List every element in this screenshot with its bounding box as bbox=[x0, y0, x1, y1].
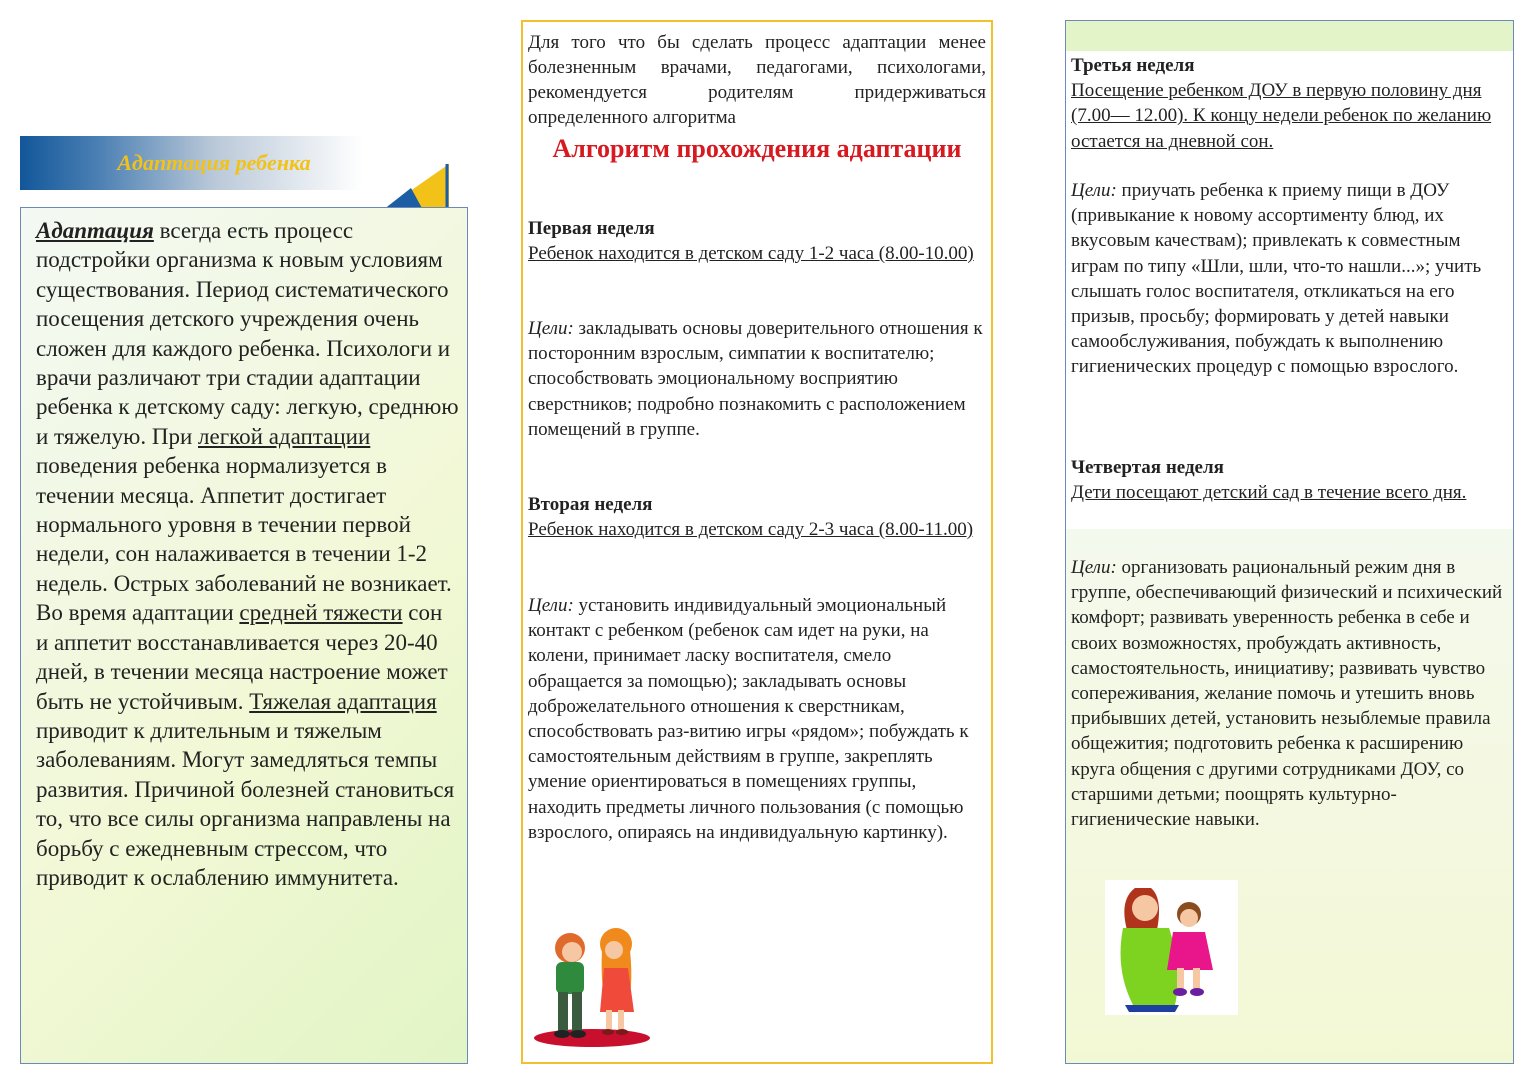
term-medium-adaptation: средней тяжести bbox=[239, 600, 403, 626]
week2-schedule: Ребенок находится в детском саду 2-3 часа (8.00-11.00) bbox=[528, 519, 974, 541]
week3-goals-label: Цели: bbox=[1071, 180, 1117, 201]
week4-goals-label: Цели: bbox=[1071, 557, 1117, 578]
text-part-2: поведения ребенка нормализуется в течении месяца. Аппетит достигает нормального уровня в течении первой недели, сон налаживается в течении 1-2 недель. Острых заболеваний не возникает. Во время адаптации bbox=[36, 453, 452, 626]
week4-title: Четвертая неделя bbox=[1071, 457, 1224, 478]
algorithm-heading: Алгоритм прохождения адаптации bbox=[552, 134, 962, 163]
week1-section bbox=[528, 216, 986, 266]
text-part-1: всегда есть процесс подстройки организма к новым условиям существования. Период систематического посещения детского учреждения очень сложен для каждого ребенка. Психологи и врачи различают три стадии адаптации ребенка к детскому саду: легкую, среднюю и тяжелую. При bbox=[36, 218, 459, 449]
week4-schedule: Дети посещают детский сад в течение всего дня. bbox=[1071, 482, 1467, 504]
term-light-adaptation: легкой адаптации bbox=[198, 423, 371, 449]
week2-section bbox=[528, 492, 986, 542]
week3-title: Третья неделя bbox=[1071, 55, 1195, 76]
text-part-4: приводит к длительным и тяжелым заболеваниям. Могут замедляться темпы развития. Причиной болезней становиться то, что все силы организма направлены на борьбу с ежедневным стрессом, что приводит к ослаблению иммунитета. bbox=[36, 717, 455, 890]
week2-goals-label: Цели: bbox=[528, 595, 574, 616]
week2-goals bbox=[528, 593, 986, 845]
week1-goals bbox=[528, 316, 986, 442]
middle-intro: Для того что бы сделать процесс адаптации менее болезненным врачами, педагогами, психологами, рекомендуется родителям придерживаться определенного алгоритма bbox=[528, 32, 986, 128]
week1-goals-text: закладывать основы доверительного отношения к посторонним взрослым, симпатии к воспитателю; способствовать эмоциональному восприятию сверстников; подробно познакомить с расположением помещений в группе. bbox=[528, 318, 983, 440]
week4-goals bbox=[1071, 555, 1511, 832]
mother-child-illustration bbox=[1105, 880, 1238, 1015]
week3-goals-text: приучать ребенка к приему пищи в ДОУ (привыкание к новому ассортименту блюд, их вкусовым качествам); привлекать к совместным играм по типу «Шли, шли, что-то нашли...»; учить слышать голос воспитателя, откликаться на его призыв, просьбу; формировать у детей навыки самообслуживания, побуждать к выполнению гигиенических процедур с помощью взрослого. bbox=[1071, 180, 1482, 378]
term-heavy-adaptation: Тяжелая адаптация bbox=[249, 688, 437, 714]
week4-goals-text: организовать рациональный режим дня в группе, обеспечивающий физический и психический комфорт; развивать уверенность ребенка в себе и своих возможностях, пробуждать активность, самостоятельность, инициативу; развивать чувство сопереживания, желание помочь и утешить вновь прибывших детей, установить незыблемые правила общежития; подготовить ребенка к расширению круга общения с другими сотрудниками ДОУ, со старшими детьми; поощрять культурно-гигиенические навыки. bbox=[1071, 557, 1503, 831]
week3-schedule: Посещение ребенком ДОУ в первую половину дня (7.00— 12.00). К концу недели ребенок по желанию остается на дневной сон. bbox=[1071, 80, 1492, 152]
text-part-3: сон и аппетит восстанавливается через 20-40 дней, в течении месяца настроение может быть не устойчивым. bbox=[36, 600, 448, 714]
week1-schedule: Ребенок находится в детском саду 1-2 часа (8.00-10.00) bbox=[528, 243, 974, 265]
corner-decoration bbox=[383, 164, 449, 210]
week2-title: Вторая неделя bbox=[528, 494, 653, 515]
week2-goals-text: установить индивидуальный эмоциональный контакт с ребенком (ребенок сам идет на руки, на колени, принимает ласку воспитателя, смело обращается за помощью); закладывать основы доброжелательного отношения к сверстникам, способствовать раз-витию игры «рядом»; побуждать к самостоятельным действиям в группе, закреплять умение ориентироваться в помещениях группы, находить предметы личного пользования (с помощью взрослого, опираясь на индивидуальную картинку). bbox=[528, 595, 969, 843]
children-illustration bbox=[530, 920, 655, 1050]
week4-section bbox=[1071, 455, 1511, 505]
week1-title: Первая неделя bbox=[528, 218, 655, 239]
week1-goals-label: Цели: bbox=[528, 318, 574, 339]
left-title: Адаптация ребенка bbox=[117, 150, 311, 175]
adaptation-description bbox=[36, 216, 460, 892]
lead-word: Адаптация bbox=[36, 218, 154, 243]
week3-section bbox=[1071, 53, 1511, 154]
week3-goals bbox=[1071, 178, 1511, 380]
